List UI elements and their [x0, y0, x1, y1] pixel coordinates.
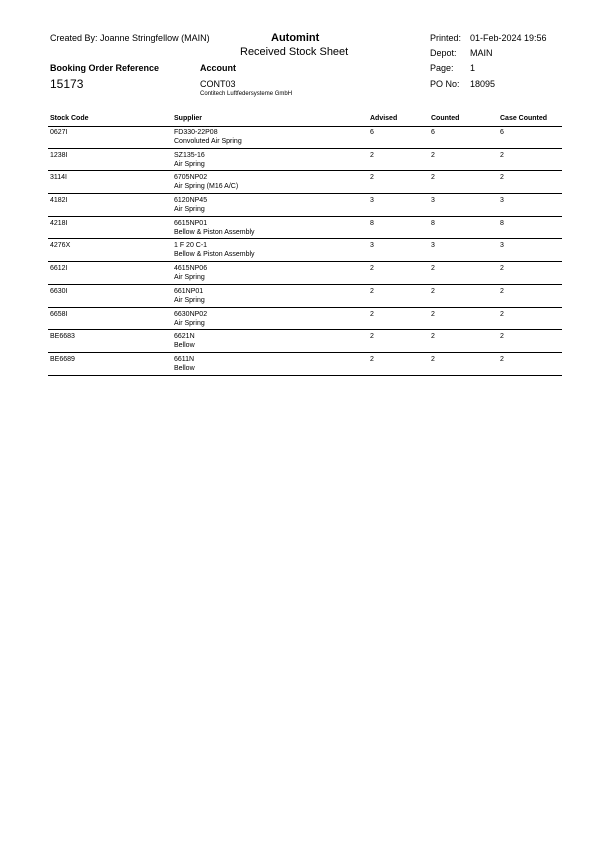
stock-code: 4218I: [50, 219, 68, 227]
page-value: 1: [470, 63, 476, 73]
item-description: Air Spring: [174, 160, 205, 168]
col-supplier: Supplier: [174, 115, 203, 122]
printed-value: 01-Feb-2024 19:56: [470, 33, 547, 43]
counted-qty: 2: [431, 287, 435, 295]
account-label: Account: [200, 63, 236, 73]
supplier-code: FD330-22P08: [174, 129, 218, 136]
table-row: [48, 330, 562, 353]
supplier-code: 661NP01: [174, 287, 204, 295]
table-row: [48, 285, 562, 308]
advised-qty: 3: [370, 197, 374, 205]
supplier-code: 1 F 20 C-1: [174, 242, 208, 250]
table-row: [48, 126, 562, 149]
stock-code: 6630I: [50, 287, 68, 295]
booking-label: Booking Order Reference: [50, 63, 160, 73]
advised-qty: 2: [370, 174, 374, 182]
advised-qty: 2: [370, 287, 374, 295]
advised-qty: 2: [370, 151, 374, 159]
item-description: Bellow & Piston Assembly: [174, 228, 255, 236]
advised-qty: 2: [370, 355, 374, 363]
item-description: Bellow: [174, 364, 195, 372]
case-counted-qty: 3: [500, 242, 504, 250]
col-case-counted: Case Counted: [500, 115, 548, 122]
case-counted-qty: 2: [500, 355, 504, 363]
po-label: PO No:: [430, 79, 460, 89]
supplier-code: 6615NP01: [174, 219, 208, 227]
item-description: Air Spring: [174, 206, 205, 214]
item-description: Bellow: [174, 342, 195, 350]
stock-code: 6612I: [50, 265, 68, 273]
item-description: Air Spring: [174, 274, 205, 282]
advised-qty: 3: [370, 242, 374, 250]
depot-label: Depot:: [430, 48, 457, 58]
sheet-title: Received Stock Sheet: [240, 46, 349, 58]
table-row: [48, 171, 562, 194]
item-description: Air Spring (M16 A/C): [174, 183, 239, 191]
account-name: Contitech Luftfedersysteme GmbH: [200, 91, 293, 97]
stock-table: [48, 126, 562, 376]
counted-qty: 3: [431, 197, 435, 205]
table-row: [48, 194, 562, 217]
advised-qty: 2: [370, 310, 374, 318]
booking-value: 15173: [50, 77, 84, 91]
stock-code: 6658I: [50, 310, 68, 318]
case-counted-qty: 2: [500, 310, 504, 318]
stock-code: 0627I: [50, 129, 68, 136]
supplier-code: 6621N: [174, 333, 195, 341]
stock-code: BE6683: [50, 333, 75, 341]
account-code: CONT03: [200, 79, 236, 89]
table-row: [48, 149, 562, 172]
counted-qty: 2: [431, 310, 435, 318]
stock-code: 4276X: [50, 242, 71, 250]
case-counted-qty: 3: [500, 197, 504, 205]
company-name: Automint: [271, 32, 320, 44]
item-description: Bellow & Piston Assembly: [174, 251, 255, 259]
col-advised: Advised: [370, 115, 398, 122]
supplier-code: 6705NP02: [174, 174, 208, 182]
counted-qty: 3: [431, 242, 435, 250]
po-value: 18095: [470, 79, 496, 89]
supplier-code: 6611N: [174, 355, 195, 363]
stock-code: 4182I: [50, 197, 68, 205]
counted-qty: 6: [431, 129, 435, 136]
table-row: [48, 308, 562, 331]
table-row: [48, 262, 562, 285]
depot-value: MAIN: [470, 48, 493, 58]
counted-qty: 2: [431, 151, 435, 159]
table-row: [48, 353, 562, 376]
case-counted-qty: 2: [500, 174, 504, 182]
col-counted: Counted: [431, 115, 460, 122]
item-description: Convoluted Air Spring: [174, 138, 242, 145]
case-counted-qty: 2: [500, 333, 504, 341]
item-description: Air Spring: [174, 319, 205, 327]
col-stock-code: Stock Code: [50, 115, 89, 122]
advised-qty: 2: [370, 265, 374, 273]
stock-code: 3114I: [50, 174, 67, 182]
supplier-code: SZ135-16: [174, 151, 205, 159]
supplier-code: 6630NP02: [174, 310, 208, 318]
case-counted-qty: 2: [500, 287, 504, 295]
case-counted-qty: 6: [500, 129, 504, 136]
counted-qty: 2: [431, 174, 435, 182]
advised-qty: 2: [370, 333, 374, 341]
advised-qty: 6: [370, 129, 374, 136]
case-counted-qty: 2: [500, 265, 504, 273]
case-counted-qty: 8: [500, 219, 504, 227]
stock-code: 1238I: [50, 151, 68, 159]
supplier-code: 4615NP06: [174, 265, 208, 273]
counted-qty: 2: [431, 265, 435, 273]
supplier-code: 6120NP45: [174, 197, 208, 205]
created-by: Created By: Joanne Stringfellow (MAIN): [50, 33, 210, 43]
stock-code: BE6689: [50, 355, 75, 363]
counted-qty: 8: [431, 219, 435, 227]
item-description: Air Spring: [174, 296, 205, 304]
table-row: [48, 239, 562, 262]
advised-qty: 8: [370, 219, 374, 227]
page-label: Page:: [430, 63, 454, 73]
printed-label: Printed:: [430, 33, 462, 43]
counted-qty: 2: [431, 355, 435, 363]
case-counted-qty: 2: [500, 151, 504, 159]
counted-qty: 2: [431, 333, 435, 341]
table-row: [48, 217, 562, 240]
